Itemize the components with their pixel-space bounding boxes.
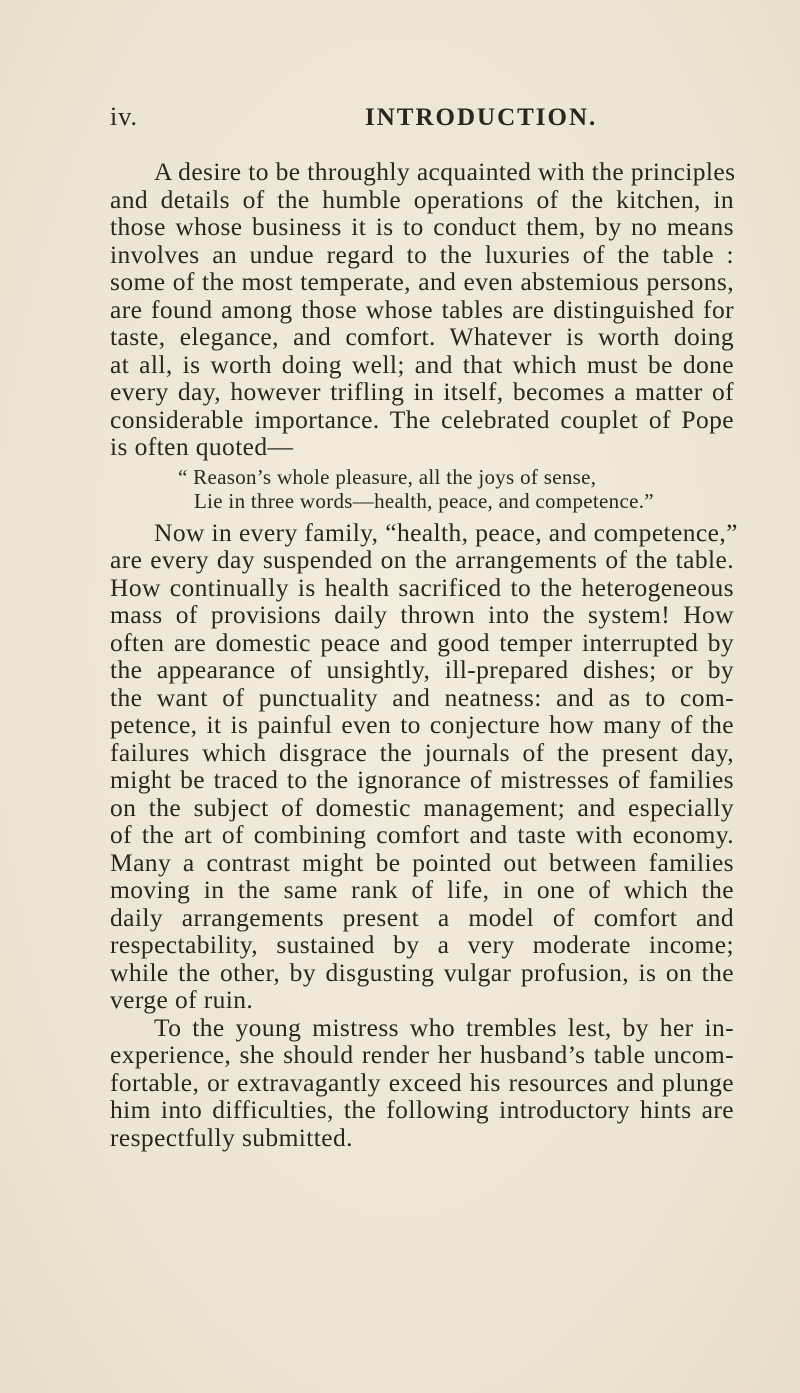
text-line: are every day suspended on the arrangements of the table. [110,545,734,574]
text-line: experience, she should render her husband’s table uncom- [110,1040,734,1069]
text-line: taste, elegance, and comfort. Whatever is worth doing [110,322,734,351]
text-line: petence, it is painful even to conjecture how many of the [110,710,734,739]
text-line: of the art of combining comfort and taste with economy. [110,820,734,849]
text-line: on the subject of domestic management; and especially [110,792,734,822]
text-line: is often quoted— [110,432,294,461]
running-head: INTRODUCTION. [365,104,598,131]
text-line: moving in the same rank of life, in one of which the [110,875,734,904]
text-line: Many a contrast might be pointed out between families [110,847,734,877]
text-line: every day, however trifling in itself, becomes a matter of [110,377,734,406]
text-line: him into difficulties, the following introductory hints are [110,1095,734,1124]
text-line: the appearance of unsightly, ill-prepared dishes; or by [110,655,734,684]
text-line: those whose business it is to conduct them, by no means [110,212,734,241]
text-line: Now in every family, “health, peace, and competence,” [154,517,738,547]
text-line: A desire to be throughly acquainted with the principles [154,157,736,186]
paragraph-3 [110,1014,734,1152]
quote-line: “ Reason’s whole pleasure, all the joys of sense, [178,464,597,489]
text-line: are found among those whose tables are distinguished for [110,294,734,324]
text-line: To the young mistress who trembles lest, by her in- [154,1012,734,1042]
text-line: respectfully submitted. [110,1122,353,1152]
text-line: might be traced to the ignorance of mistresses of families [110,765,734,794]
text-line: some of the most temperate, and even abstemious persons, [110,267,734,296]
text-line: fortable, or extravagantly exceed his resources and plunge [110,1067,734,1097]
text-line: involves an undue regard to the luxuries of the table : [110,239,734,269]
page-header [110,102,730,142]
text-line: respectability, sustained by a very moderate income; [110,930,734,959]
text-line: failures which disgrace the journals of the present day, [110,737,734,767]
text-line: mass of provisions daily thrown into the system! How [110,600,734,629]
pope-couplet [110,465,734,513]
text-line: while the other, by disgusting vulgar profusion, is on the [110,957,734,987]
text-line: at all, is worth doing well; and that which must be done [110,349,734,379]
paragraph-1 [110,158,734,461]
quote-line: Lie in three words—health, peace, and competence.” [194,488,654,513]
text-line: verge of ruin. [110,985,254,1014]
text-line: How continually is health sacrificed to the heterogeneous [110,572,734,602]
text-line: and details of the humble operations of the kitchen, in [110,184,734,214]
page-number: iv. [110,102,139,131]
text-line: often are domestic peace and good temper interrupted by [110,627,734,657]
text-line: daily arrangements present a model of comfort and [110,902,734,932]
text-line: the want of punctuality and neatness: and as to com- [110,682,734,712]
paragraph-2 [110,517,738,1014]
text-line: considerable importance. The celebrated couplet of Pope [110,404,734,434]
body-text [110,157,738,1152]
